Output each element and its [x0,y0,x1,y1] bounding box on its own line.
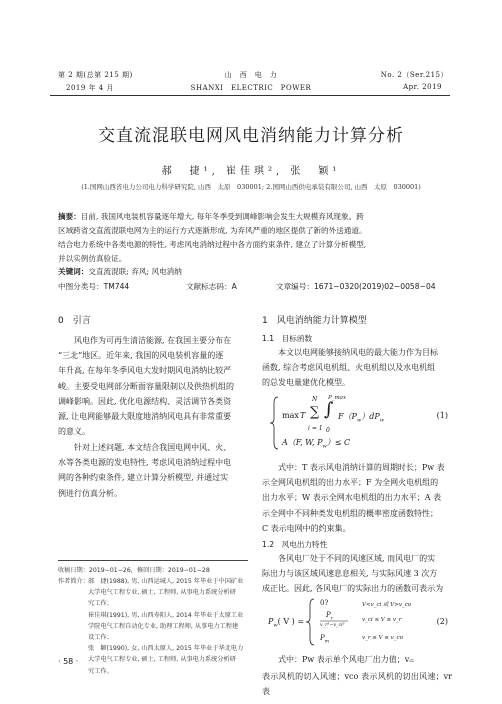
expl2-part: co 表示风机的切出风速；v [349,672,449,682]
eq1-number: (1) [436,411,448,420]
text-line: 示全网风电机组的出力水平；F 为全网火电机组的 [262,478,439,488]
eq1-constraint-end: ）≤ C [326,438,351,447]
eq1-func-text: F（P [338,412,357,421]
eq2-case2-den: v_r³−v_ci³ [320,623,345,628]
bio-line: 大学电气工程专业, 硕士, 工程师, 从事电力系统分析研 [88,589,236,597]
eq2-case1: 0? [320,599,329,607]
header-journal-cn: 山 西 电 力 [224,71,278,79]
eq2-case2-num [326,611,333,621]
page-number: · 58 · [58,657,79,666]
equation-1 [262,393,452,453]
section-1-heading: 1 风电消纳能力计算模型 [262,316,367,326]
text-line: 的意义。 [58,427,90,437]
doc-label: 文献标志码： [186,282,232,291]
eq1-integral-low: 0 [326,427,330,434]
subsection-1-1-text [262,345,452,391]
keywords-label: 关键词： [58,267,89,276]
eq1-dp-sub: w [379,417,385,424]
text-line: 际出力与该区域风速息息相关, 与实际风速 3 次方 [262,569,438,579]
eq2-case1-cond: V<v_ci 或 V>v_co [362,602,412,608]
text-line: “三北”地区。近年来, 我国的风电装机容量的逐 [58,351,224,361]
expl2-part: ci [409,658,414,664]
text-line: 函数, 综合考虑风电机组、火电机组以及水电机组 [262,363,436,373]
abstract-label: 摘要： [58,212,81,221]
keywords [58,266,182,277]
received-dates: 收稿日期：2019−01−26，修回日期：2019−01−28 [58,567,210,574]
abstract-line: 结合电力系统中各类电源的特性, 考虑风电消纳过程中各方面约束条件, 建立了计算分析模型, [58,240,367,249]
section-0-heading: 0 引言 [58,316,91,326]
eq2-case3-sub: m [324,639,329,645]
bio-line: 大学电气工程专业, 硕士, 工程师, 从事电力系统分析研 [88,656,236,664]
article-label: 文章编号： [276,282,314,291]
eq1-T: T [300,411,306,420]
eq1-max: max [282,411,299,420]
text-line [262,652,452,669]
bio-line: 究工作； [88,600,113,608]
clc-number [58,281,129,292]
text-line [262,460,452,475]
text-line: 出力水平；W 表示全网水电机组的出力水平；A 表 [262,493,442,503]
eq1-func [338,411,384,424]
subsection-1-1-heading: 1.1 目标函数 [262,334,313,343]
eq2-case2-cond: v_ci ≤ V ≤ v_r [362,617,402,623]
keywords-text: 交直流混联; 弃风; 风电消纳 [88,267,182,276]
abstract-line: 区域跨省交直流混联电网为主的运行方式逐渐形成, 为弃风严重的地区提供了新的外送通道。 [58,226,367,235]
subsection-1-2-text [262,551,452,597]
text-line: 的总发电量建优化模型。 [262,378,350,388]
paper-title: 交直流混联电网风电消纳能力计算分析 [98,126,404,146]
text-line: 本文以电网能够接纳风电的最大能力作为目标 [278,348,438,357]
eq2-number: (2) [436,617,448,626]
clc-label: 中图分类号： [58,282,104,291]
footnote-rule [58,560,248,561]
expl1-line-0-tail: w 表 [427,463,445,472]
expl1-line-0: 式中：T 表示风电消纳计算的周期时长；P [278,463,428,472]
header-issue-en: No. 2（Ser.215） [380,71,448,79]
eq2-lhs-p: P [268,617,274,626]
article-value: 1671−0320(2019)02−0058−04 [313,282,436,291]
sigma-icon: ∑ [310,405,320,420]
eq1-constraint [282,437,350,450]
header-date-cn: 2019 年 4 月 [66,84,114,92]
text-line: 针对上述问题, 本文结合我国电网中风、火、 [74,443,232,452]
text-line: 年升高, 在每年冬季风电大发时期风电消纳比较严 [58,366,232,376]
affiliation: (1.国网山西省电力公司电力科学研究院, 山西 太原 030001; 2.国网山西供电承装有限公司, 山西 太原 030001) [81,183,421,191]
eq1-func-end: ）dP [361,412,380,421]
header-rule [50,95,450,96]
text-line: 调峰影响。因此, 优化电源结构、灵活调节各类资 [58,396,232,406]
text-line: 峻。主要受电网部分断面容量限制以及供热机组的 [58,381,234,391]
eq2-case3 [320,634,329,644]
header-journal-en: SHANXI ELECTRIC POWER [190,84,312,92]
section-0-para-1 [58,333,248,439]
author-bios [88,576,248,677]
bio-line: 究工作。 [88,667,113,675]
bio-line: 设工作； [88,634,113,642]
clc-value: TM744 [103,282,130,291]
author-list: 郝 捷¹, 崔佳琪², 张 颖¹ [161,166,341,177]
bio-line: 郝 捷(1988), 男, 山西运城人, 2015 年毕业于中国矿业 [88,578,244,585]
eq1-sum-sub: i = 1 [308,425,323,432]
subsection-1-2-heading: 1.2 风电出力特性 [262,540,328,549]
bio-line: 学院电气工程自动化专业, 助理工程师, 从事电力工程建 [88,622,239,630]
expl2-part: w 表示单个风电厂出力值；v [307,655,410,664]
equation-1-explanation [262,460,452,536]
header-date-en: Apr. 2019 [403,83,442,91]
eq2-case3-cond: v_r ≤ V ≤ v_co [362,635,403,641]
text-line: 例进行仿真分析。 [58,488,122,498]
abstract-line: 目前, 我国风电装机容量逐年增大, 每年冬季受到调峰影响会发生大规模弃风现象。跨 [80,212,364,221]
text-line: 源, 让电网能够最大限度地消纳风电具有非常重要 [58,412,232,422]
text-line: 网的各种约束条件, 建立计算分析模型, 并通过实 [58,473,229,483]
eq1-constraint-sub: w [322,443,327,450]
eq2-case2-num-sub: r [330,616,333,622]
eq1-sum-top: N [312,396,318,403]
bio-line: 崔佳琪(1991), 男, 山西寿阳人, 2014 年毕业于太原工业 [88,611,244,619]
author-bio-label: 作者简介： [58,578,89,585]
doc-value: A [231,282,237,291]
equation-2-brace [262,597,452,647]
header-issue: 第 2 期(总第 215 期) [58,71,133,79]
text-line: 各风电厂处于不同的风速区域, 而风电厂的实 [278,554,436,563]
eq1-func-sub: w [356,417,362,424]
equation-2 [262,597,452,647]
text-line [262,669,452,699]
text-line: 水等各类电源的发电特性, 考虑风电消纳过程中电 [58,458,232,468]
eq1-pmax: P_max [328,395,347,401]
eq1-constraint-text: A（F, W, P [282,438,323,447]
eq2-lhs-sub: w [273,622,278,629]
text-line: 成正比。因此, 各风电厂的实际出力的函数可表示为 [262,584,444,594]
expl2-part: r 表 [262,672,452,697]
document-code [186,281,237,292]
expl2-part: 表示风机的切入风速；v [262,672,350,682]
equation-2-explanation [262,652,452,700]
section-0-para-2 [58,440,248,501]
eq2-case2-num-p: P [326,611,331,619]
bio-line: 张 颖(1990), 女, 山西太原人, 2015 年毕业于华北电力 [88,645,244,653]
text-line: C 表示电网中的约束集。 [262,523,351,533]
article-number [276,281,436,292]
eq2-case3-p: P [320,634,325,642]
eq2-lhs-end: ( V ) = [277,617,305,626]
expl2-part: 式中：P [278,655,308,664]
text-line: 示全网中不同种类发电机组的概率密度函数特性； [262,508,438,518]
text-line: 风电作为可再生清洁能源, 在我国主要分布在 [74,336,232,345]
abstract [58,210,450,266]
abstract-line: 并以实例仿真验证。 [58,254,127,263]
integral-icon: ∫ [324,399,334,420]
